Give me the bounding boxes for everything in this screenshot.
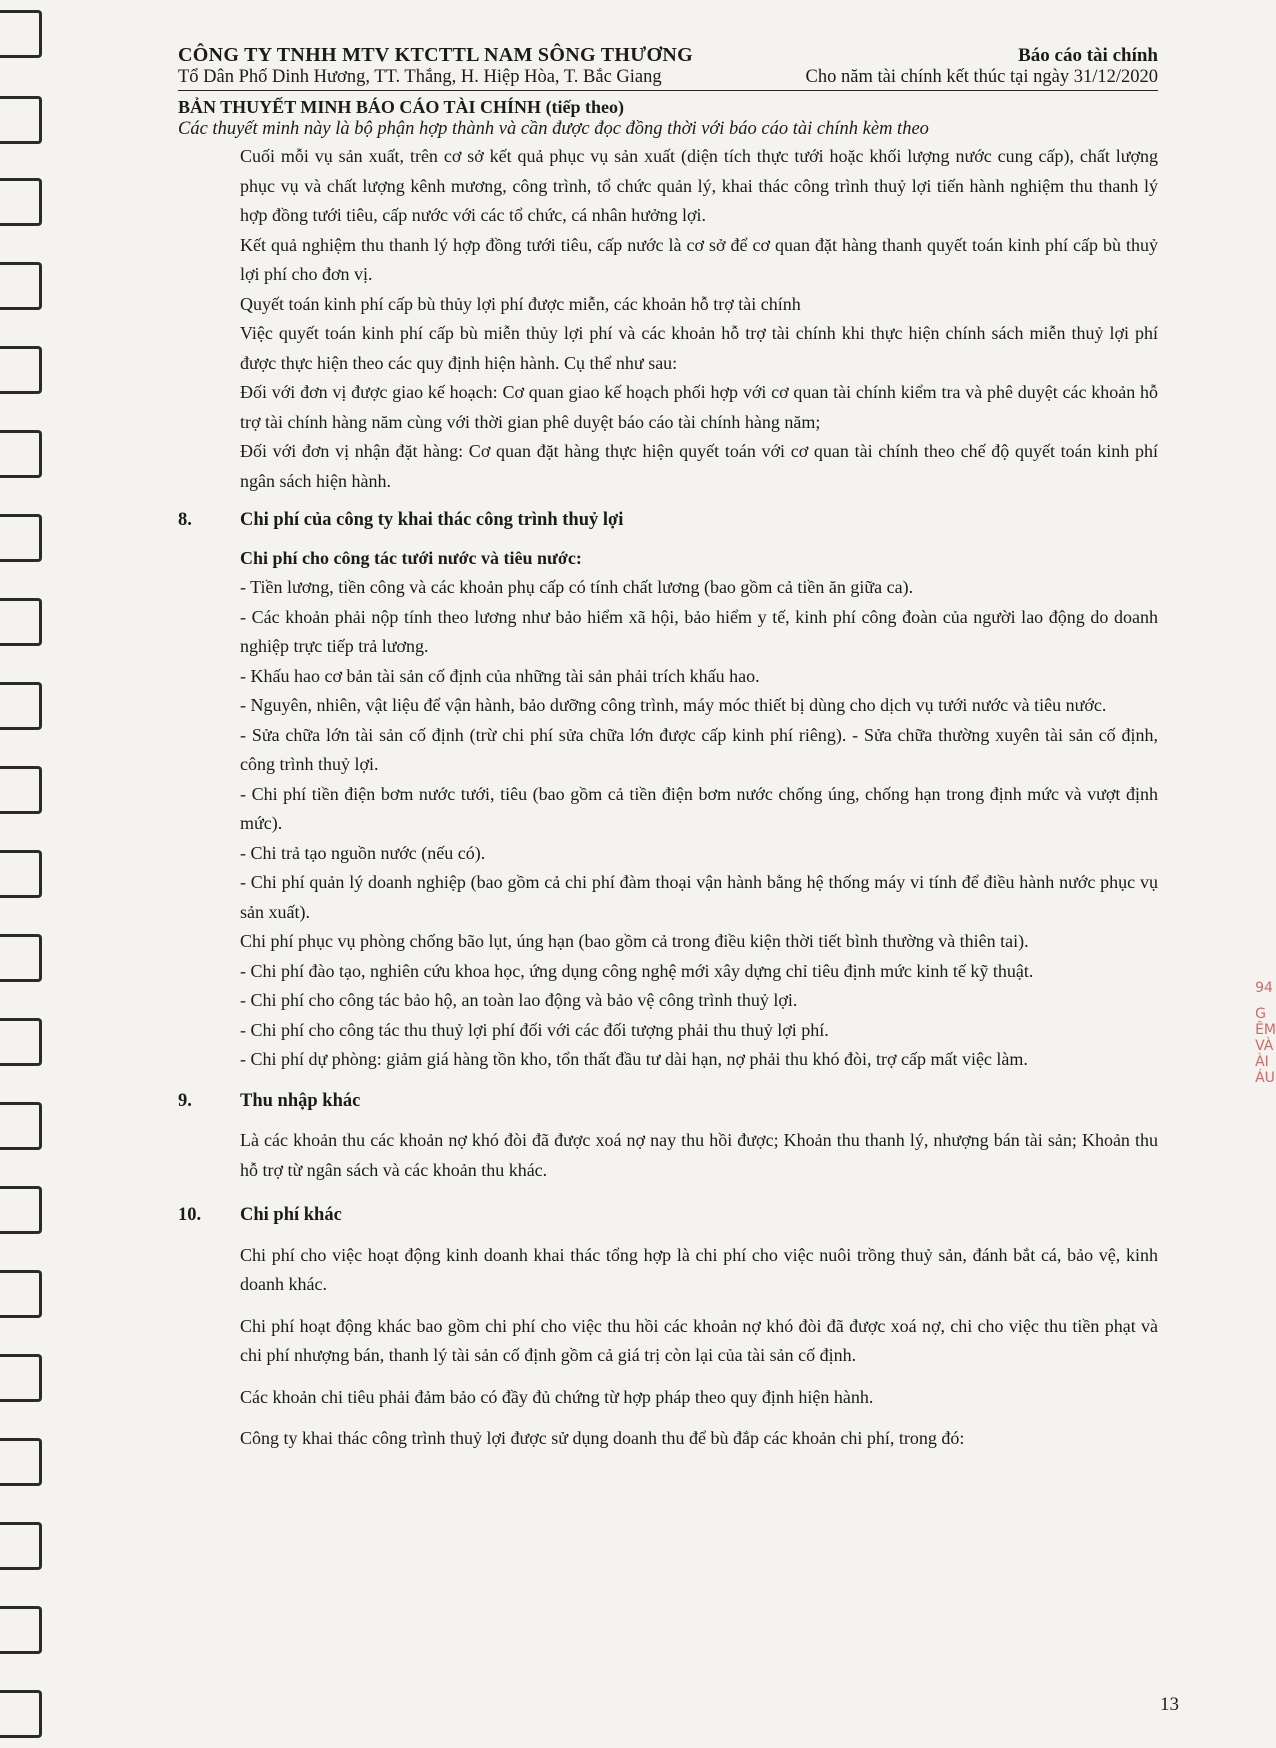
list-item: - Chi phí cho công tác bảo hộ, an toàn lao động và bảo vệ công trình thuỷ lợi. [240,990,798,1010]
list-item: Chi phí phục vụ phòng chống bão lụt, úng hạn (bao gồm cả trong điều kiện thời tiết bình thường và thiên tai). [240,931,1029,951]
section-8 [178,506,1158,1075]
binding-ring [8,1438,42,1486]
company-address: Tổ Dân Phố Dinh Hương, TT. Thắng, H. Hiệp Hòa, T. Bắc Giang [178,67,662,87]
paragraph: Cuối mỗi vụ sản xuất, trên cơ sở kết quả phục vụ sản xuất (diện tích thực tưới hoặc khối lượng nước cung cấp), chất lượng phục vụ và chất lượng kênh mương, công trình, tổ chức quản lý, khai thác công trình thuỷ lợi tiến hành nghiệm thu thanh lý hợp đồng tưới tiêu, cấp nước với các tổ chức, cá nhân hưởng lợi. [240,146,1158,225]
section-9 [178,1087,1158,1186]
list-item: - Khấu hao cơ bản tài sản cố định của những tài sản phải trích khấu hao. [240,665,760,686]
list-item: - Chi trả tạo nguồn nước (nếu có). [240,842,486,863]
binding-ring [8,1186,42,1234]
stamp-fragment [1255,980,1276,1086]
list-item: - Chi phí cho công tác thu thuỷ lợi phí đối với các đối tượng phải thu thuỷ lợi phí. [240,1019,829,1040]
list-item: - Chi phí đào tạo, nghiên cứu khoa học, ứng dụng công nghệ mới xây dựng chỉ tiêu định mức kinh tế kỹ thuật. [240,960,1034,981]
binding-ring [8,430,42,478]
list-item: - Chi phí dự phòng: giảm giá hàng tồn kho, tổn thất đầu tư dài hạn, nợ phải thu khó đòi, trợ cấp mất việc làm. [240,1049,1028,1069]
company-name: CÔNG TY TNHH MTV KTCTTL NAM SÔNG THƯƠNG [178,44,693,66]
paragraph: Đối với đơn vị nhận đặt hàng: Cơ quan đặt hàng thực hiện quyết toán với cơ quan tài chính theo chế độ quyết toán kinh phí ngân sách hiện hành. [240,441,1158,491]
binding-ring [8,1270,42,1318]
intro-block [178,142,1158,496]
spiral-binding [0,0,56,1748]
report-period: Cho năm tài chính kết thúc tại ngày 31/12/2020 [805,67,1158,87]
binding-ring [8,346,42,394]
stamp-text: G [1255,1006,1266,1022]
paragraph: Chi phí cho việc hoạt động kinh doanh khai thác tổng hợp là chi phí cho việc nuôi trồng thuỷ sản, đánh bắt cá, bảo vệ, kinh doanh khác. [240,1244,1158,1294]
section-title: Chi phí của công ty khai thác công trình thuỷ lợi [240,510,624,530]
binding-ring [8,514,42,562]
section-number: 10. [178,1205,202,1225]
paragraph: Đối với đơn vị được giao kế hoạch: Cơ quan giao kế hoạch phối hợp với cơ quan tài chính kiểm tra và phê duyệt các khoản hỗ trợ tài chính hàng năm cùng với thời gian phê duyệt báo cáo tài chính hàng năm; [240,382,1158,432]
binding-ring [8,96,42,144]
stamp-text: ÀI [1255,1054,1269,1070]
binding-ring [8,10,42,58]
list-item: - Chi phí tiền điện bơm nước tưới, tiêu (bao gồm cả tiền điện bơm nước chống úng, chống hạn trong định mức và vượt định mức). [240,783,1158,833]
header-row-1 [178,44,1158,67]
document-subtitle: Các thuyết minh này là bộ phận hợp thành và cần được đọc đồng thời với báo cáo tài chính kèm theo [178,119,929,139]
list-item: - Sửa chữa lớn tài sản cố định (trừ chi phí sửa chữa lớn được cấp kinh phí riêng). - Sửa chữa thường xuyên tài sản cố định, công trình thuỷ lợi. [240,724,1158,774]
section-heading [178,1201,1158,1231]
stamp-text: ÊM [1255,1022,1276,1038]
document-page [178,44,1158,1454]
binding-ring [8,598,42,646]
section-number: 9. [178,1090,192,1111]
section-heading [178,1087,1158,1117]
title-main: BẢN THUYẾT MINH BÁO CÁO TÀI CHÍNH [178,97,542,117]
stamp-text: VÀ [1255,1038,1274,1054]
stamp-text: 94 [1255,980,1273,996]
list-item: - Nguyên, nhiên, vật liệu để vận hành, bảo dưỡng công trình, máy móc thiết bị dùng cho dịch vụ tưới nước và tiêu nước. [240,695,1107,715]
section-title: Thu nhập khác [240,1090,361,1111]
binding-ring [8,1522,42,1570]
section-10 [178,1201,1158,1454]
document-title [178,97,1158,118]
section-title: Chi phí khác [240,1205,342,1225]
paragraph: Công ty khai thác công trình thuỷ lợi được sử dụng doanh thu để bù đắp các khoản chi phí, trong đó: [240,1428,965,1448]
section-heading [178,506,1158,536]
section-number: 8. [178,510,192,530]
list-item: - Chi phí quản lý doanh nghiệp (bao gồm cả chi phí đàm thoại vận hành bằng hệ thống máy vi tính để điều hành nước phục vụ sản xuất). [240,872,1158,922]
binding-ring [8,850,42,898]
paragraph: Kết quả nghiệm thu thanh lý hợp đồng tưới tiêu, cấp nước là cơ sở để cơ quan đặt hàng thanh quyết toán kinh phí cấp bù thuỷ lợi phí cho đơn vị. [240,234,1158,284]
binding-ring [8,262,42,310]
subheading: Chi phí cho công tác tưới nước và tiêu nước: [240,547,582,568]
paragraph: Là các khoản thu các khoản nợ khó đòi đã được xoá nợ nay thu hồi được; Khoản thu thanh lý, nhượng bán tài sản; Khoản thu hỗ trợ từ ngân sách và các khoản thu khác. [240,1130,1158,1180]
binding-ring [8,1102,42,1150]
list-item: - Các khoản phải nộp tính theo lương như bảo hiểm xã hội, bảo hiểm y tế, kinh phí công đoàn của người lao động do doanh nghiệp trực tiếp trả lương. [240,606,1158,656]
binding-ring [8,1690,42,1738]
title-suffix: (tiếp theo) [545,97,625,117]
page-number: 13 [1160,1694,1179,1715]
header-row-2 [178,67,1158,91]
paragraph: Các khoản chi tiêu phải đảm bảo có đầy đủ chứng từ hợp pháp theo quy định hiện hành. [240,1386,874,1407]
report-type: Báo cáo tài chính [1018,45,1158,66]
binding-ring [8,934,42,982]
binding-ring [8,1354,42,1402]
binding-ring [8,766,42,814]
binding-ring [8,178,42,226]
paragraph: Việc quyết toán kinh phí cấp bù miễn thủy lợi phí và các khoản hỗ trợ tài chính khi thực hiện chính sách miễn thuỷ lợi phí được thực hiện theo các quy định hiện hành. Cụ thể như sau: [240,323,1158,373]
list-item: - Tiền lương, tiền công và các khoản phụ cấp có tính chất lương (bao gồm cả tiền ăn giữa ca). [240,577,914,597]
paragraph: Chi phí hoạt động khác bao gồm chi phí cho việc thu hồi các khoản nợ khó đòi đã được xoá nợ, chi cho việc thu tiền phạt và chi phí nhượng bán, thanh lý tài sản cố định gồm cả giá trị còn lại của tài sản cố định. [240,1315,1158,1365]
binding-ring [8,1018,42,1066]
binding-ring [8,1606,42,1654]
paragraph: Quyết toán kinh phí cấp bù thủy lợi phí được miễn, các khoản hỗ trợ tài chính [240,293,801,314]
stamp-text: ÁU [1255,1070,1275,1086]
binding-ring [8,682,42,730]
